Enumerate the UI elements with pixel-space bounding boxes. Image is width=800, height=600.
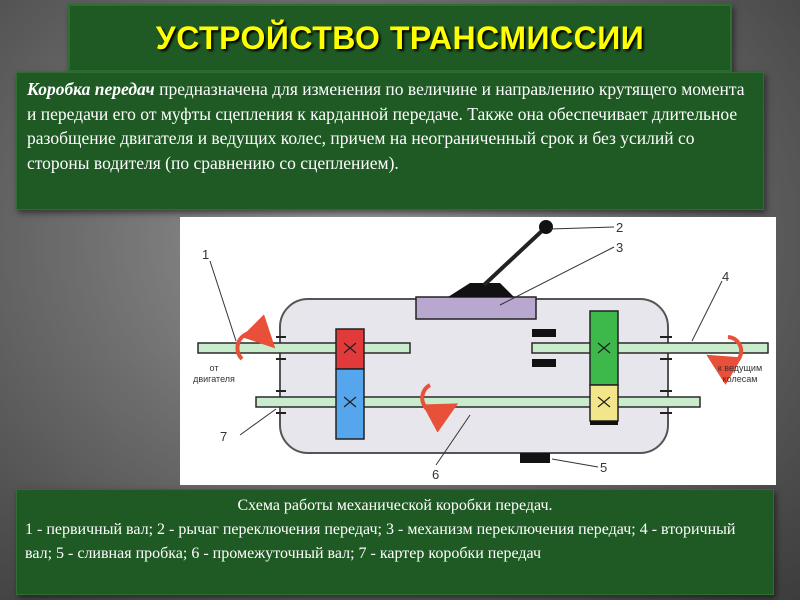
- description-text: предназначена для изменения по величине и направлению крутящего момента и передачи его от муфты сцепления к карданной передаче. Также она обеспечивает длительное разобщение двигателя и ведущих колес, причем на неограниченный срок и без усилий со стороны водителя (по сравнению со сцеплением).: [27, 79, 745, 173]
- callout-3: 3: [616, 240, 624, 255]
- gear-yellow: [590, 385, 618, 421]
- description-term: Коробка передач: [27, 79, 155, 99]
- callout-5: 5: [600, 460, 608, 475]
- countershaft: [256, 397, 700, 407]
- input-shaft: [198, 343, 410, 353]
- gear-red: [336, 329, 364, 369]
- gearbox-schematic: [180, 217, 776, 485]
- gear-yellow-base: [590, 421, 618, 425]
- page-title: УСТРОЙСТВО ТРАНСМИССИИ: [155, 19, 645, 56]
- callout-6: 6: [432, 467, 440, 482]
- shift-mechanism: [416, 297, 536, 319]
- gear-green: [590, 311, 618, 385]
- output-label-line2: колесам: [722, 374, 758, 384]
- shift-lever: [484, 229, 544, 285]
- callout-4: 4: [722, 269, 730, 284]
- output-shaft: [532, 343, 768, 353]
- output-label-line1: к ведущим: [717, 363, 763, 373]
- title-bar: [68, 4, 732, 72]
- caption-box: [16, 489, 774, 595]
- shift-lever-knob: [539, 220, 553, 234]
- description-paragraph: [27, 77, 753, 175]
- drain-plug: [520, 453, 550, 463]
- description-box: [16, 72, 764, 210]
- callout-7: 7: [220, 429, 228, 444]
- input-label-line2: двигателя: [193, 374, 235, 384]
- callout-1: 1: [202, 247, 210, 262]
- input-label-line1: от: [209, 363, 219, 373]
- callout-2: 2: [616, 220, 624, 235]
- gearbox-diagram: [180, 217, 776, 485]
- caption-text: 1 - первичный вал; 2 - рычаг переключения передач; 3 - механизм переключения передач; 4 - вторичный вал; 5 - сливная пробка; 6 - промежуточный вал; 7 - картер коробки передач: [25, 521, 736, 562]
- shift-lever-base: [448, 283, 514, 297]
- caption-title: Схема работы механической коробки передач.: [237, 497, 553, 514]
- gear-blue: [336, 369, 364, 439]
